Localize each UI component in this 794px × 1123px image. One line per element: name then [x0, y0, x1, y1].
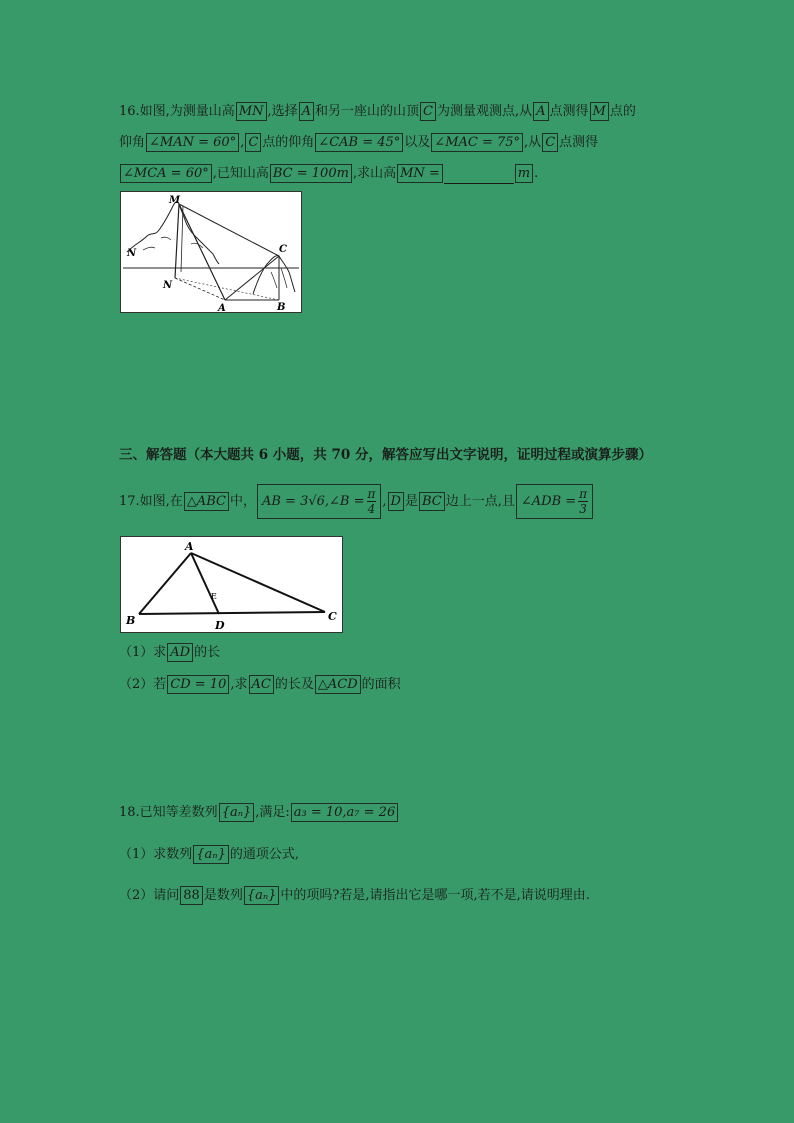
fraction-num: π	[367, 487, 376, 501]
q17-text: ,	[382, 494, 387, 509]
q16-line-1	[119, 102, 636, 122]
q17-text: 的长	[194, 645, 221, 660]
math-box: AC	[249, 675, 274, 694]
label-e: E	[211, 592, 217, 601]
q17-text: 中，	[229, 494, 256, 509]
q18-text: 18.已知等差数列	[119, 805, 218, 820]
q16-text: 点测得	[559, 135, 599, 150]
q18-text: （1）求数列	[119, 847, 193, 862]
math-box: BC	[419, 492, 445, 511]
math-box-adb	[516, 484, 593, 519]
fraction-num: π	[579, 487, 588, 501]
math-box-ab	[257, 484, 381, 519]
math-box: CD = 10	[167, 675, 229, 694]
math-box: {aₙ}	[193, 845, 229, 864]
label-m: M	[169, 195, 181, 206]
math-box: MN	[236, 102, 267, 121]
q18-text: 的通项公式,	[229, 847, 299, 862]
q17-ab-text: AB = 3√6,∠B =	[261, 494, 365, 509]
q17-text: 的面积	[361, 677, 401, 692]
q18-part-1	[119, 845, 299, 865]
q16-text: ,求山高	[352, 166, 397, 181]
math-box: ∠CAB = 45°	[315, 133, 403, 152]
section-heading: 三、解答题（本大题共 6 小题，共 70 分，解答应写出文字说明，证明过程或演算步骤）	[119, 447, 652, 463]
label-n-left: N	[127, 248, 137, 259]
q16-text: 点的仰角	[262, 135, 315, 150]
q16-text: ,选择	[267, 104, 298, 119]
math-box: a₃ = 10,a₇ = 26	[291, 803, 398, 822]
math-box: A	[533, 102, 548, 121]
q18-text: ,满足:	[255, 805, 290, 820]
label-a: A	[218, 303, 226, 312]
math-box: C	[245, 133, 261, 152]
triangle-diagram	[121, 537, 342, 632]
label-d: D	[215, 619, 225, 632]
math-box: D	[388, 492, 404, 511]
q18-text: 中的项吗?若是,请指出它是哪一项,若不是,请说明理由.	[280, 888, 590, 903]
label-b: B	[126, 614, 136, 627]
label-n: N	[163, 280, 173, 291]
fraction	[578, 487, 588, 516]
math-box: {aₙ}	[219, 803, 255, 822]
answer-blank[interactable]	[444, 169, 514, 184]
math-box: m	[515, 164, 533, 183]
fraction-den: 3	[579, 502, 587, 516]
q17-figure	[120, 536, 343, 633]
q18-part-2	[119, 886, 590, 906]
q17-text: ,求	[230, 677, 248, 692]
fraction	[367, 487, 377, 516]
label-a: A	[185, 540, 194, 553]
math-box: AD	[167, 643, 193, 662]
math-box: C	[420, 102, 436, 121]
q17-text: 17.如图,在	[119, 494, 183, 509]
q17-part-2	[119, 675, 401, 695]
q16-text: ,已知山高	[212, 166, 269, 181]
q17-text: 边上一点,且	[445, 494, 515, 509]
label-c: C	[279, 244, 287, 255]
math-box: △ACD	[315, 675, 361, 694]
label-b: B	[277, 302, 286, 312]
math-box: △ABC	[184, 492, 229, 511]
math-box: ∠MAC = 75°	[431, 133, 523, 152]
q16-text: 为测量观测点,从	[437, 104, 533, 119]
q16-text: 和另一座山的山顶	[315, 104, 420, 119]
q16-line-2	[119, 133, 598, 153]
math-box: C	[542, 133, 558, 152]
q17-text: 是	[404, 494, 418, 509]
math-box: A	[299, 102, 314, 121]
math-box: MN =	[397, 164, 443, 183]
q16-line-3	[119, 164, 538, 184]
q16-text: 仰角	[119, 135, 146, 150]
math-box: BC = 100m	[270, 164, 352, 183]
q16-text: ,从	[524, 135, 542, 150]
q16-text: 点的	[609, 104, 636, 119]
q17-adb-text: ∠ADB =	[520, 494, 577, 509]
fraction-den: 4	[367, 502, 376, 516]
q16-text: 16.如图,为测量山高	[119, 104, 235, 119]
q16-text: 点测得	[549, 104, 589, 119]
q18-line-1	[119, 803, 399, 823]
q17-line-1	[119, 484, 594, 519]
q17-text: 的长及	[274, 677, 314, 692]
math-box: ∠MAN = 60°	[146, 133, 239, 152]
q17-part-1	[119, 643, 220, 663]
math-box: ∠MCA = 60°	[120, 164, 212, 183]
q17-text: （2）若	[119, 677, 167, 692]
q16-text: .	[534, 166, 539, 181]
math-box: M	[590, 102, 609, 121]
q16-text: 以及	[404, 135, 431, 150]
q18-text: 是数列	[203, 888, 243, 903]
q18-text: （2）请问	[119, 888, 180, 903]
label-c: C	[328, 610, 337, 623]
mountain-diagram	[121, 192, 301, 312]
q16-figure	[120, 191, 302, 313]
q17-text: （1）求	[119, 645, 167, 660]
math-box: {aₙ}	[244, 886, 280, 905]
q16-text: ,	[240, 135, 245, 150]
math-box: 88	[180, 886, 203, 905]
